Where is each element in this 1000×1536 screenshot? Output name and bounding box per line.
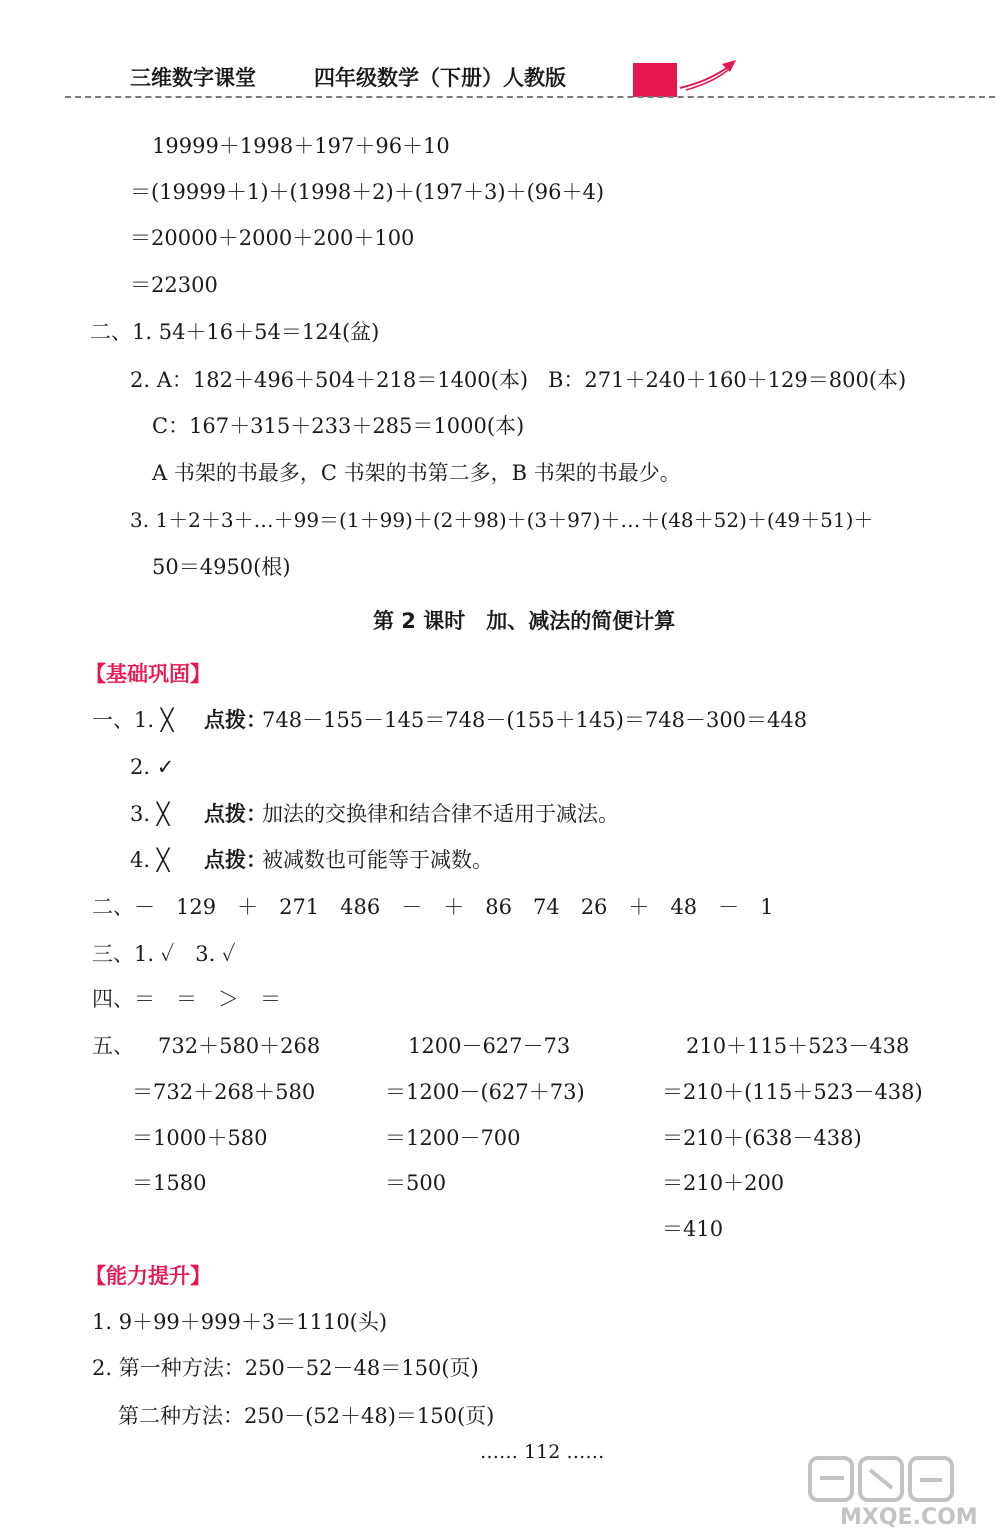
calc-line-1: 19999＋1998＋197＋96＋10: [152, 134, 450, 158]
answer-part2-q2-b: B：271＋240＋160＋129＝800(本): [548, 368, 907, 392]
answer-part2-q2-conclusion: A 书架的书最多，C 书架的书第二多，B 书架的书最少。: [152, 461, 681, 485]
answer-part2-q2-a: 2. A：182＋496＋504＋218＝1400(本): [130, 368, 529, 392]
answer-part2-q3-cont: 50＝4950(根): [152, 555, 291, 579]
basic-q4-mark: 4. ╳: [130, 848, 170, 872]
basic-q3-tip-text: 加法的交换律和结合律不适用于减法。: [262, 802, 619, 826]
section-basic-head: 【基础巩固】: [85, 662, 211, 686]
basic-q4-tip-text: 被减数也可能等于减数。: [262, 848, 493, 872]
part5-col1-line4: ＝1580: [132, 1171, 207, 1195]
calc-line-2: ＝(19999＋1)＋(1998＋2)＋(197＋3)＋(96＋4): [130, 180, 605, 204]
part5-col1-line1: 732＋580＋268: [158, 1034, 321, 1058]
part5-col1-line2: ＝732＋268＋580: [132, 1080, 316, 1104]
ability-q1: 1. 9＋99＋999＋3＝1110(头): [92, 1310, 388, 1334]
page-number: …… 112 ……: [480, 1441, 605, 1463]
watermark-text: MXQE.COM: [840, 1505, 978, 1530]
part5-col1-line3: ＝1000＋580: [132, 1126, 268, 1150]
part5-col2-line2: ＝1200－(627＋73): [385, 1080, 585, 1104]
basic-q3-tip-label: 点拨：: [204, 802, 267, 826]
watermark-logo: [800, 1440, 995, 1530]
header-book-series: 三维数字课堂: [130, 66, 256, 90]
header-book-title: 四年级数学（下册）人教版: [314, 66, 566, 90]
part5-col2-line1: 1200－627－73: [408, 1034, 571, 1058]
rocket-icon: [676, 58, 738, 94]
section-ability-head: 【能力提升】: [85, 1264, 211, 1288]
header-accent-block: [633, 63, 677, 97]
part5-col3-line4: ＝210＋200: [662, 1171, 785, 1195]
basic-q4-tip-label: 点拨：: [204, 848, 267, 872]
calc-line-3: ＝20000＋2000＋200＋100: [130, 226, 415, 250]
basic-q3-mark: 3. ╳: [130, 802, 170, 826]
part5-col3-line1: 210＋115＋523－438: [686, 1034, 910, 1058]
part5-col3-line5: ＝410: [662, 1217, 724, 1241]
basic-part3-answers: 三、1. ✓ 3. ✓: [92, 942, 236, 966]
basic-q1-mark: 一、1. ╳: [92, 708, 174, 732]
lesson-title: 第 2 课时 加、减法的简便计算: [373, 609, 676, 633]
header-divider: [65, 96, 995, 98]
basic-q2-mark: 2. ✓: [130, 755, 175, 779]
part5-col2-line4: ＝500: [385, 1171, 447, 1195]
ability-q2-method1: 2. 第一种方法：250－52－48＝150(页): [92, 1356, 479, 1380]
ability-q2-method2: 第二种方法：250－(52＋48)＝150(页): [118, 1404, 495, 1428]
answer-part2-q2-c: C：167＋315＋233＋285＝1000(本): [152, 414, 525, 438]
calc-line-4: ＝22300: [130, 273, 218, 297]
basic-q1-tip-text: 748－155－145＝748－(155＋145)＝748－300＝448: [262, 708, 808, 732]
part5-col3-line2: ＝210＋(115＋523－438): [662, 1080, 923, 1104]
basic-part5-label: 五、: [92, 1034, 134, 1058]
answer-part2-q1: 二、1. 54＋16＋54＝124(盆): [90, 320, 380, 344]
part5-col2-line3: ＝1200－700: [385, 1126, 521, 1150]
answer-part2-q3: 3. 1＋2＋3＋…＋99＝(1＋99)＋(2＋98)＋(3＋97)＋…＋(48＋52)＋(49＋51)＋: [130, 508, 874, 532]
basic-q1-tip-label: 点拨：: [204, 708, 267, 732]
basic-part4-answers: 四、＝ ＝ ＞ ＝: [92, 987, 281, 1011]
part5-col3-line3: ＝210＋(638－438): [662, 1126, 862, 1150]
basic-part2-answers: 二、－ 129 ＋ 271 486 － ＋ 86 74 26 ＋ 48 － 1: [92, 895, 774, 919]
